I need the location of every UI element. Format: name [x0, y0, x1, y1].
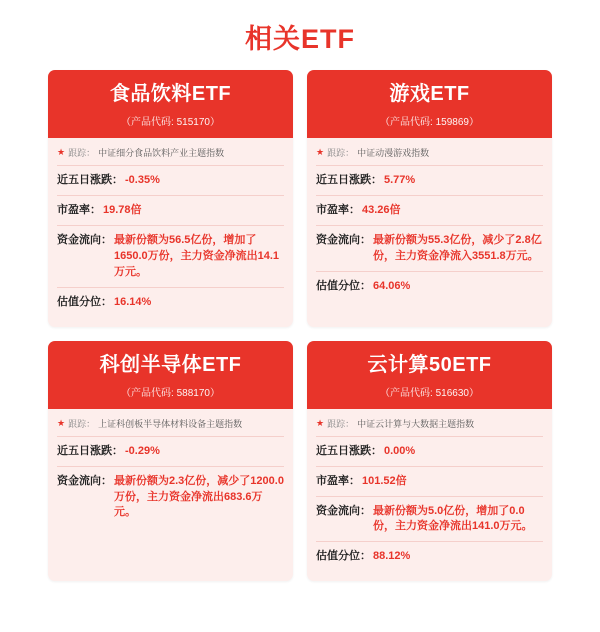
pe-row [316, 467, 543, 497]
pe-value: 19.78倍 [103, 203, 142, 216]
etf-code: （产品代码: 159869） [380, 117, 479, 128]
valuation-value: 88.12% [373, 550, 411, 563]
tracked-index-name: 中证动漫游戏指数 [357, 148, 430, 158]
tracked-index-row [316, 146, 543, 166]
fund-flow-row [57, 467, 284, 528]
tracked-index-name: 中证细分食品饮料产业主题指数 [98, 148, 225, 158]
etf-card[interactable] [307, 70, 552, 327]
change5d-label: 近五日涨跌： [57, 444, 123, 457]
etf-card-body [48, 409, 293, 538]
pe-label: 市盈率： [316, 203, 360, 216]
fund-flow-value: 最新份额为5.0亿份，增加了0.0份，主力资金净流出141.0万元。 [373, 504, 533, 533]
valuation-value: 16.14% [114, 295, 152, 308]
tracked-index-row [57, 146, 284, 166]
etf-name: 科创半导体ETF [99, 353, 242, 376]
pe-label: 市盈率： [316, 474, 360, 487]
etf-card-header [48, 341, 293, 409]
valuation-row [316, 272, 543, 301]
valuation-label: 估值分位： [57, 295, 112, 308]
fund-flow-label: 资金流向： [57, 474, 112, 487]
tracked-index-row [316, 417, 543, 437]
fund-flow-row [316, 497, 543, 543]
etf-card-header [307, 341, 552, 409]
star-icon: ★ [316, 417, 325, 428]
tracked-index-label: 跟踪： [68, 418, 96, 429]
tracked-index-label: 跟踪： [68, 148, 96, 158]
etf-card-body [48, 138, 293, 327]
change5d-row [57, 166, 284, 196]
change5d-value: 5.77% [384, 174, 416, 186]
etf-code: （产品代码: 516630） [380, 387, 479, 399]
fund-flow-row [57, 226, 284, 288]
change5d-label: 近五日涨跌： [316, 174, 382, 186]
etf-card-grid [0, 70, 600, 581]
fund-flow-label: 资金流向： [316, 504, 371, 517]
pe-value: 43.26倍 [362, 203, 401, 216]
change5d-value: -0.29% [125, 444, 160, 457]
fund-flow-value: 最新份额为2.3亿份，减少了1200.0万份，主力资金净流出683.6万元。 [114, 474, 284, 519]
star-icon: ★ [316, 147, 325, 157]
pe-value: 101.52倍 [362, 474, 407, 487]
etf-card-body [307, 409, 552, 582]
tracked-index-row [57, 417, 284, 437]
tracked-index-name: 中证云计算与大数据主题指数 [357, 418, 475, 429]
valuation-label: 估值分位： [316, 279, 371, 292]
etf-card-header [307, 70, 552, 138]
valuation-value: 64.06% [373, 279, 411, 292]
tracked-index-name: 上证科创板半导体材料设备主题指数 [98, 418, 243, 429]
etf-code: （产品代码: 588170） [121, 387, 220, 399]
tracked-index-label: 跟踪： [327, 148, 355, 158]
change5d-label: 近五日涨跌： [57, 174, 123, 186]
etf-card-body [307, 138, 552, 311]
etf-card[interactable] [48, 70, 293, 327]
valuation-row [57, 288, 284, 317]
fund-flow-label: 资金流向： [316, 233, 371, 246]
pe-row [57, 196, 284, 226]
change5d-row [316, 166, 543, 196]
valuation-row [316, 542, 543, 571]
page-title: 相关ETF [245, 24, 355, 54]
etf-card-header [48, 70, 293, 138]
change5d-value: -0.35% [125, 174, 160, 186]
change5d-value: 0.00% [384, 444, 416, 457]
change5d-row [316, 437, 543, 467]
pe-row [316, 196, 543, 226]
change5d-row [57, 437, 284, 467]
valuation-label: 估值分位： [316, 550, 371, 563]
change5d-label: 近五日涨跌： [316, 444, 382, 457]
pe-label: 市盈率： [57, 203, 101, 216]
etf-name: 食品饮料ETF [109, 83, 232, 105]
etf-name: 游戏ETF [389, 83, 470, 105]
fund-flow-value: 最新份额为55.3亿份，减少了2.8亿份，主力资金净流入3551.8万元。 [373, 233, 542, 262]
etf-name: 云计算50ETF [367, 353, 492, 376]
tracked-index-label: 跟踪： [327, 418, 355, 429]
etf-card[interactable] [307, 341, 552, 582]
fund-flow-value: 最新份额为56.5亿份，增加了1650.0万份，主力资金净流出14.1万元。 [114, 233, 280, 278]
etf-card[interactable] [48, 341, 293, 582]
fund-flow-label: 资金流向： [57, 233, 112, 246]
star-icon: ★ [57, 417, 66, 428]
etf-code: （产品代码: 515170） [121, 117, 220, 128]
star-icon: ★ [57, 147, 66, 157]
fund-flow-row [316, 226, 543, 272]
